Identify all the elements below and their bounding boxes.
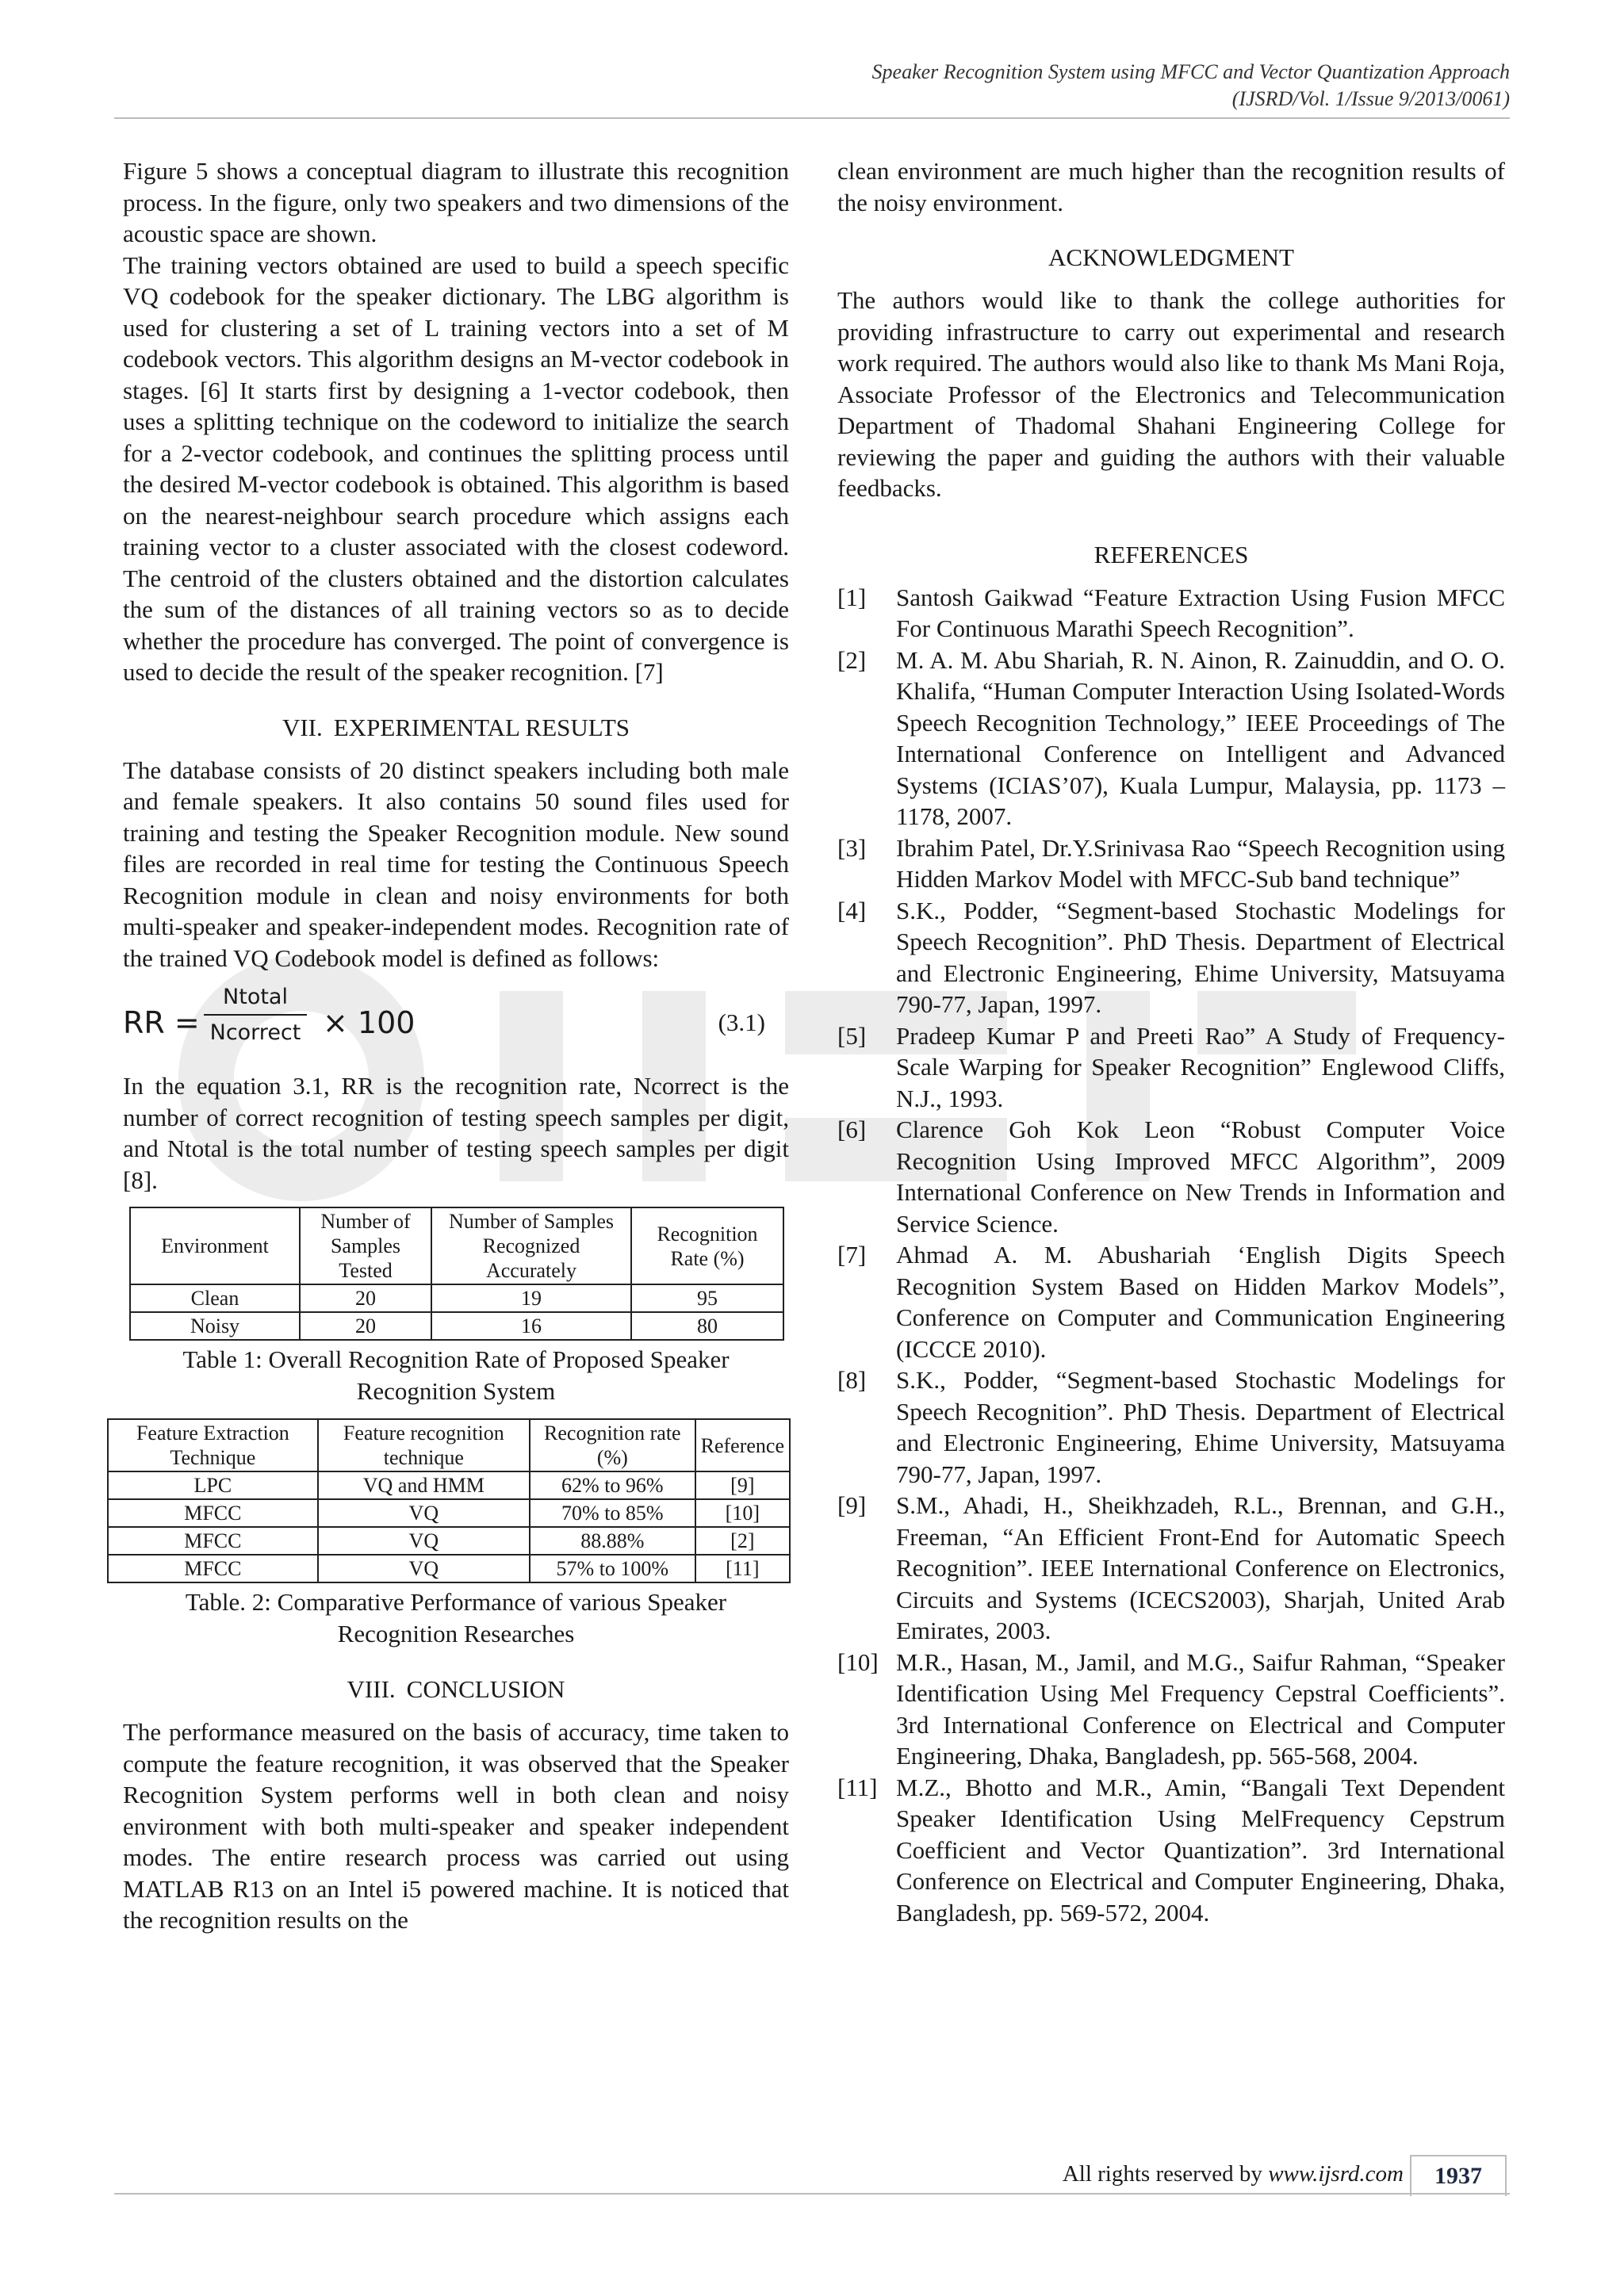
reference-text: S.K., Podder, “Segment-based Stochastic Modelings for Speech Recognition”. PhD Thesis. Department of Electrical and Electronic Engineering, Ehime University, Matsuyama 790-77, Japan, 1997. <box>896 1366 1505 1488</box>
table-header-cell: Recognition Rate (%) <box>631 1207 783 1284</box>
table2-caption: Table. 2: Comparative Performance of various Speaker Recognition Researches <box>185 1588 727 1647</box>
table-cell: 16 <box>431 1312 631 1340</box>
reference-number: [4] <box>837 896 867 924</box>
table-row <box>108 1471 790 1499</box>
table-cell: 80 <box>631 1312 783 1340</box>
reference-item <box>837 1772 1505 1929</box>
table-row <box>130 1284 783 1312</box>
table-cell: MFCC <box>108 1499 318 1527</box>
recognition-rate-table <box>129 1207 784 1341</box>
table-header-cell: Recognition rate (%) <box>530 1419 695 1471</box>
table-cell: LPC <box>108 1471 318 1499</box>
paragraph-conclusion: The performance measured on the basis of accuracy, time taken to compute the feature recognition, it was observed that the Speaker Recognition System performs well in both clean and noisy environment with both multi-speaker and speaker independent modes. The entire research process was carried out using MATLAB R13 on an Intel i5 powered machine. It is noticed that the recognition results on the <box>123 1718 789 1934</box>
table-cell: 62% to 96% <box>530 1471 695 1499</box>
table-header-cell: Feature recognition technique <box>318 1419 530 1471</box>
table-row <box>108 1499 790 1527</box>
table-cell: [11] <box>695 1555 790 1582</box>
left-column <box>123 155 789 1936</box>
comparative-performance-table <box>107 1418 791 1583</box>
acknowledgment-heading: ACKNOWLEDGMENT <box>1048 243 1294 271</box>
reference-number: [2] <box>837 645 867 674</box>
paragraph-acknowledgment: The authors would like to thank the college authorities for providing infrastructure to carry out experimental and research work required. The authors would also like to thank Ms Mani Roja, Associate Professor of the Electronics and Telecommunication Department of Thadomal Shahani Engineering College for reviewing the paper and guiding the authors with their valuable feedbacks. <box>837 286 1505 502</box>
section-heading-conclusion <box>123 1674 789 1705</box>
equation-number: (3.1) <box>718 1008 765 1036</box>
reference-item <box>837 645 1505 832</box>
equation-rhs: × 100 <box>323 1005 416 1040</box>
section-number: VII. <box>282 713 323 741</box>
table-row <box>108 1527 790 1555</box>
reference-text: Ibrahim Patel, Dr.Y.Srinivasa Rao “Speech Recognition using Hidden Markov Model with MFCC-Sub band technique” <box>896 833 1505 893</box>
reference-number: [7] <box>837 1241 867 1269</box>
table-row <box>130 1312 783 1340</box>
reference-item <box>837 1114 1505 1239</box>
equation-numerator: Ntotal <box>223 985 288 1009</box>
section-number: VIII. <box>347 1675 396 1703</box>
table-cell: 88.88% <box>530 1527 695 1555</box>
page-number: 1937 <box>1410 2155 1507 2196</box>
table-cell: 20 <box>300 1312 431 1340</box>
table-cell: [9] <box>695 1471 790 1499</box>
section-title: CONCLUSION <box>406 1675 565 1703</box>
footer-site-link[interactable]: www.ijsrd.com <box>1268 2161 1404 2187</box>
reference-item <box>837 1239 1505 1364</box>
reference-text: Clarence Goh Kok Leon “Robust Computer Voice Recognition Using Improved MFCC Algorithm”, 2009 International Conference on New Trends in Information and Service Science. <box>896 1115 1505 1238</box>
reference-list <box>837 582 1505 1929</box>
reference-item <box>837 1020 1505 1115</box>
table-cell: [10] <box>695 1499 790 1527</box>
reference-number: [1] <box>837 583 867 611</box>
table-header-cell: Feature Extraction Technique <box>108 1419 318 1471</box>
table-header-row <box>130 1207 783 1284</box>
reference-number: [8] <box>837 1366 867 1394</box>
references-heading: REFERENCES <box>1094 540 1249 568</box>
table-cell: VQ and HMM <box>318 1471 530 1499</box>
equation-3-1 <box>123 980 789 1069</box>
table-cell: VQ <box>318 1527 530 1555</box>
equation-fraction <box>204 985 307 1045</box>
reference-number: [11] <box>837 1773 878 1801</box>
table-cell: 19 <box>431 1284 631 1312</box>
reference-item <box>837 1364 1505 1490</box>
table-header-cell: Reference <box>695 1419 790 1471</box>
table-cell: VQ <box>318 1499 530 1527</box>
reference-text: M.R., Hasan, M., Jamil, and M.G., Saifur Rahman, “Speaker Identification Using Mel Frequency Cepstral Coefficients”. 3rd International Conference on Electrical and Computer Engineering, Dhaka, Bangladesh, pp. 565-568, 2004. <box>896 1647 1505 1770</box>
table-cell: VQ <box>318 1555 530 1582</box>
table-row <box>108 1555 790 1582</box>
table-cell: 57% to 100% <box>530 1555 695 1582</box>
reference-text: S.K., Podder, “Segment-based Stochastic Modelings for Speech Recognition”. PhD Thesis. Department of Electrical and Electronic Engineering, Ehime University, Matsuyama 790-77, Japan, 1997. <box>896 896 1505 1018</box>
footer-rights-text: All rights reserved by <box>1062 2161 1269 2187</box>
table-cell: MFCC <box>108 1527 318 1555</box>
reference-number: [6] <box>837 1115 867 1143</box>
section-title: EXPERIMENTAL RESULTS <box>333 713 630 741</box>
reference-item <box>837 1490 1505 1647</box>
paragraph-figure5: Figure 5 shows a conceptual diagram to illustrate this recognition process. In the figure, only two speakers and two dimensions of the acoustic space are shown. <box>123 157 789 247</box>
reference-text: S.M., Ahadi, H., Sheikhzadeh, R.L., Brennan, and G.H., Freeman, “An Efficient Front-End for Automatic Speech Recognition”. IEEE International Conference on Electronics, Circuits and Systems (ICECS2003), Sharjah, United Arab Emirates, 2003. <box>896 1491 1505 1644</box>
table1-caption: Table 1: Overall Recognition Rate of Proposed Speaker Recognition System <box>182 1345 730 1405</box>
reference-text: Ahmad A. M. Abushariah ‘English Digits Speech Recognition System Based on Hidden Markov Models”, Conference on Computer and Communication Engineering (ICCCE 2010). <box>896 1241 1505 1363</box>
footer-rule <box>114 2193 1510 2195</box>
reference-item <box>837 1647 1505 1772</box>
running-header <box>479 59 1510 113</box>
table-cell: Clean <box>130 1284 300 1312</box>
reference-text: M.Z., Bhotto and M.R., Amin, “Bangali Text Dependent Speaker Identification Using MelFrequency Cepstrum Coefficient and Vector Quantization”. 3rd International Conference on Electrical and Computer Engineering, Dhaka, Bangladesh, pp. 569-572, 2004. <box>896 1773 1505 1927</box>
reference-number: [5] <box>837 1021 867 1050</box>
table-header-cell: Number of Samples Recognized Accurately <box>431 1207 631 1284</box>
table-cell: 70% to 85% <box>530 1499 695 1527</box>
equation-lhs: RR = <box>123 1005 200 1040</box>
paragraph-equation-explanation: In the equation 3.1, RR is the recognition rate, Ncorrect is the number of correct recognition of testing speech samples per digit, and Ntotal is the total number of testing speech samples per digit [8]. <box>123 1072 789 1194</box>
reference-item <box>837 832 1505 895</box>
reference-number: [3] <box>837 833 867 862</box>
header-issue: (IJSRD/Vol. 1/Issue 9/2013/0061) <box>1231 87 1510 110</box>
table-cell: 95 <box>631 1284 783 1312</box>
reference-number: [10] <box>837 1647 879 1676</box>
section-heading-results <box>123 712 789 744</box>
paragraph-database: The database consists of 20 distinct speakers including both male and female speakers. It also contains 50 sound files used for training and testing the Speaker Recognition module. New sound files are recorded in real time for testing the Continuous Speech Recognition module in clean and noisy environments for both multi-speaker and speaker-independent modes. Recognition rate of the trained VQ Codebook model is defined as follows: <box>123 756 789 972</box>
reference-item <box>837 582 1505 645</box>
right-column <box>837 155 1505 1928</box>
reference-text: Pradeep Kumar P and Preeti Rao” A Study of Frequency-Scale Warping for Speaker Recognition” Englewood Cliffs, N.J., 1993. <box>896 1021 1505 1112</box>
table-header-cell: Environment <box>130 1207 300 1284</box>
reference-number: [9] <box>837 1491 867 1519</box>
table-cell: MFCC <box>108 1555 318 1582</box>
table-cell: Noisy <box>130 1312 300 1340</box>
reference-item <box>837 895 1505 1020</box>
table-header-cell: Number of Samples Tested <box>300 1207 431 1284</box>
paragraph-lbg: The training vectors obtained are used to build a speech specific VQ codebook for the speaker dictionary. The LBG algorithm is used for clustering a set of L training vectors into a set of M codebook vectors. This algorithm designs an M-vector codebook in stages. [6] It starts first by designing a 1-vector codebook, then uses a splitting technique on the codeword to initialize the search for a 2-vector codebook, and continues the splitting process until the desired M-vector codebook is obtained. This algorithm is based on the nearest-neighbour search procedure which assigns each training vector to a cluster associated with the closest codeword. The centroid of the clusters obtained and the distortion calculates the sum of the distances of all training vectors so as to decide whether the procedure has converged. The point of convergence is used to decide the result of the speaker recognition. [7] <box>123 251 789 686</box>
reference-text: Santosh Gaikwad “Feature Extraction Using Fusion MFCC For Continuous Marathi Speech Recognition”. <box>896 583 1505 642</box>
footer-rights <box>999 2161 1404 2187</box>
table-cell: 20 <box>300 1284 431 1312</box>
equation-denominator: Ncorrect <box>209 1020 301 1045</box>
reference-text: M. A. M. Abu Shariah, R. N. Ainon, R. Zainuddin, and O. O. Khalifa, “Human Computer Interaction Using Isolated-Words Speech Recognition Technology,” IEEE Proceedings of The International Conference on Intelligent and Advanced Systems (ICIAS’07), Kuala Lumpur, Malaysia, pp. 1173 – 1178, 2007. <box>896 645 1505 830</box>
header-title: Speaker Recognition System using MFCC and Vector Quantization Approach <box>871 60 1510 83</box>
table-header-row <box>108 1419 790 1471</box>
table-cell: [2] <box>695 1527 790 1555</box>
header-rule <box>114 117 1510 119</box>
paragraph-conclusion-continued: clean environment are much higher than the recognition results of the noisy environment. <box>837 157 1505 216</box>
